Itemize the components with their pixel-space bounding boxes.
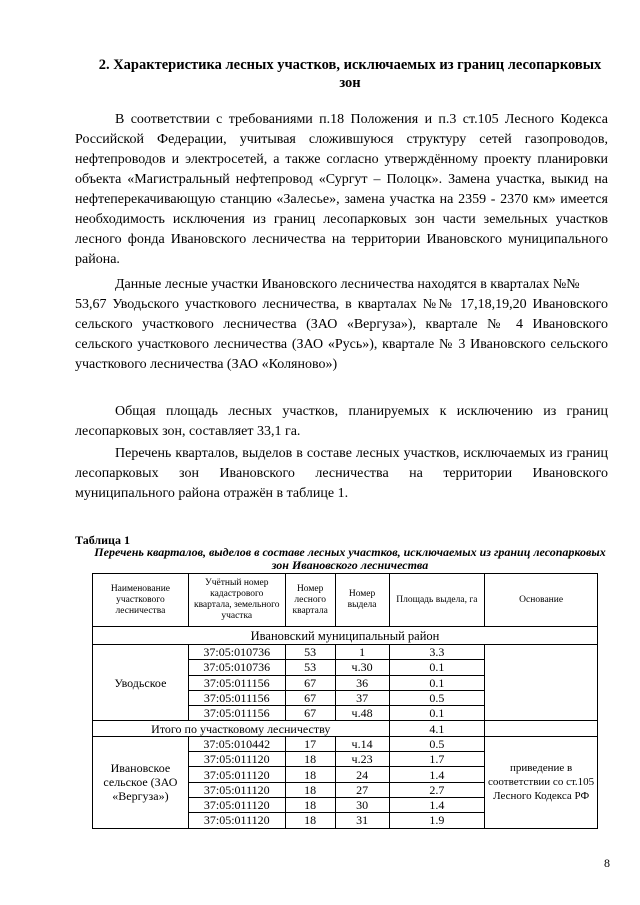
osnovanie-cell: приведение в соответствии со ст.105 Лесного Кодекса РФ: [485, 736, 598, 828]
kvartal-cell: 67: [285, 690, 335, 705]
vydel-cell: 37: [335, 690, 389, 705]
total-label-cell: Итого по участковому лесничеству: [93, 721, 390, 736]
area-cell: 1.4: [389, 767, 485, 782]
header-vydel: Номер выдела: [335, 574, 389, 627]
vydel-cell: 30: [335, 797, 389, 812]
osnovanie-empty-cell: [485, 721, 598, 736]
kadastr-cell: 37:05:011120: [188, 782, 285, 797]
area-cell: 0.5: [389, 736, 485, 751]
area-cell: 0.1: [389, 660, 485, 675]
kadastr-cell: 37:05:010442: [188, 736, 285, 751]
header-kadastr: Учётный номер кадастрового квартала, земельного участка: [188, 574, 285, 627]
area-cell: 2.7: [389, 782, 485, 797]
kadastr-cell: 37:05:011120: [188, 752, 285, 767]
table-header-row: [93, 574, 598, 627]
paragraph-quarters: [75, 275, 608, 375]
vydel-cell: ч.14: [335, 736, 389, 751]
paragraph-1-text: В соответствии с требованиями п.18 Положения и п.3 ст.105 Лесного Кодекса Российской Федерации, учитывая сложившуюся структуру сетей газопроводов, нефтепроводов и электросетей, а также согласно утверждённому проекту планировки объекта «Магистральный нефтепровод «Сургут – Полоцк». Замена участка, выкид на нефтеперекачивающую станцию «Залесье», замена участка на 2359 - 2370 км» имеется необходимость исключения из границ лесопарковых зон части земельных участков лесного фонда Ивановского лесничества на территории Ивановского муниципального района.: [75, 112, 608, 267]
table-region-row: [93, 627, 598, 645]
kadastr-cell: 37:05:010736: [188, 645, 285, 660]
vydel-cell: ч.30: [335, 660, 389, 675]
area-cell: 0.5: [389, 690, 485, 705]
header-osnovanie: Основание: [485, 574, 598, 627]
paragraph-requirements: [75, 110, 608, 270]
osnovanie-empty-cell: [485, 645, 598, 721]
kvartal-cell: 67: [285, 675, 335, 690]
area-cell: 3.3: [389, 645, 485, 660]
paragraph-4-text: Перечень кварталов, выделов в составе лесных участков, исключаемых из границ лесопарковых зон Ивановского лесничества на территории Ивановского муниципального района отражён в таблице 1.: [75, 446, 608, 501]
kvartal-cell: 18: [285, 767, 335, 782]
paragraph-2a-text: Данные лесные участки Ивановского лесничества находятся в кварталах №№: [115, 277, 580, 292]
section-title: 2. Характеристика лесных участков, исключаемых из границ лесопарковых зон: [98, 57, 602, 91]
uchastok-name-cell: Ивановское сельское (ЗАО «Вергуза»): [93, 736, 189, 828]
kvartal-cell: 53: [285, 645, 335, 660]
area-cell: 0.1: [389, 675, 485, 690]
kvartal-cell: 17: [285, 736, 335, 751]
table-label: Таблица 1: [75, 533, 130, 547]
vydel-cell: 24: [335, 767, 389, 782]
vydel-cell: ч.23: [335, 752, 389, 767]
vydel-cell: 31: [335, 813, 389, 828]
vydel-cell: 1: [335, 645, 389, 660]
area-cell: 1.9: [389, 813, 485, 828]
area-cell: 0.1: [389, 706, 485, 721]
paragraph-table-intro: [75, 444, 608, 504]
kvartal-cell: 53: [285, 660, 335, 675]
kvartal-cell: 18: [285, 813, 335, 828]
kadastr-cell: 37:05:011156: [188, 706, 285, 721]
kvartal-cell: 67: [285, 706, 335, 721]
area-cell: 1.7: [389, 752, 485, 767]
vydel-cell: 36: [335, 675, 389, 690]
table-row: [93, 645, 598, 660]
uchastok-name-cell: Уводьское: [93, 645, 189, 721]
kvartal-cell: 18: [285, 782, 335, 797]
paragraph-3-text: Общая площадь лесных участков, планируемых к исключению из границ лесопарковых зон, составляет 33,1 га.: [75, 404, 608, 439]
vydel-cell: 27: [335, 782, 389, 797]
kadastr-cell: 37:05:011120: [188, 797, 285, 812]
vydel-cell: ч.48: [335, 706, 389, 721]
kadastr-cell: 37:05:011120: [188, 767, 285, 782]
kvartal-cell: 18: [285, 752, 335, 767]
table-caption: Перечень кварталов, выделов в составе лесных участков, исключаемых из границ лесопарковых зон Ивановского лесничества: [94, 545, 606, 572]
forest-plots-table: [92, 573, 598, 829]
kadastr-cell: 37:05:011156: [188, 675, 285, 690]
area-cell: 1.4: [389, 797, 485, 812]
total-value-cell: 4.1: [389, 721, 485, 736]
paragraph-2b-text: 53,67 Уводьского участкового лесничества, в кварталах №№ 17,18,19,20 Ивановского сельского участкового лесничества (ЗАО «Вергуза»), квартале № 4 Ивановского сельского участкового лесничества (ЗАО «Русь»), квартале № 3 Ивановского сельского участкового лесничества (ЗАО «Коляново»): [75, 297, 608, 372]
table-row: [93, 736, 598, 751]
table-total-row: [93, 721, 598, 736]
kadastr-cell: 37:05:011156: [188, 690, 285, 705]
kadastr-cell: 37:05:011120: [188, 813, 285, 828]
header-area: Площадь выдела, га: [389, 574, 485, 627]
kvartal-cell: 18: [285, 797, 335, 812]
kadastr-cell: 37:05:010736: [188, 660, 285, 675]
region-cell: Ивановский муниципальный район: [93, 627, 598, 645]
paragraph-total-area: [75, 402, 608, 442]
page-number: 8: [604, 856, 610, 870]
header-kvartal: Номер лесного квартала: [285, 574, 335, 627]
header-uchastok: Наименование участкового лесничества: [93, 574, 189, 627]
